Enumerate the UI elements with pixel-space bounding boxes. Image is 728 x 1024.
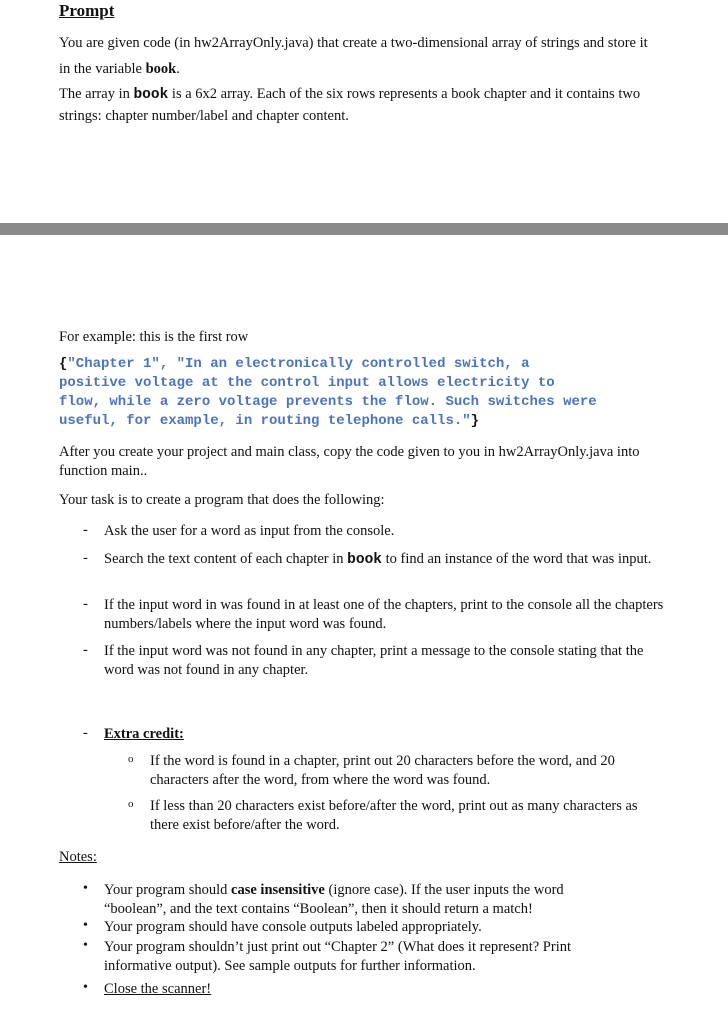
circle-marker: o xyxy=(128,753,134,765)
extra-credit-label: Extra credit: xyxy=(104,726,184,742)
dash-marker: - xyxy=(83,725,88,741)
task-item: If the input word in was found in at least one of the chapters, print to the console all the chapters numbers/labels where the input word was found. xyxy=(104,597,664,632)
dash-marker: - xyxy=(83,550,88,566)
book-variable: book xyxy=(145,61,177,77)
extra-item: If the word is found in a chapter, print out 20 characters before the word, and 20 characters after the word, from where the word was found. xyxy=(150,753,615,788)
bullet-marker: • xyxy=(83,938,88,953)
note-item: Your program should case insensitive (ignore case). If the user inputs the word “boolean”, and the text contains “Boolean”, then it should return a match! xyxy=(104,882,564,917)
bullet-marker: • xyxy=(83,881,88,896)
dash-marker: - xyxy=(83,642,88,658)
intro-paragraph-1: You are given code (in hw2ArrayOnly.java) that create a two-dimensional array of strings and store it in the variable book. xyxy=(59,35,648,77)
extra-item: If less than 20 characters exist before/after the word, print out as many characters as there exist before/after the word. xyxy=(150,798,638,833)
code-example: {"Chapter 1", "In an electronically controlled switch, a positive voltage at the control input allows electricity to flow, while a zero voltage prevents the flow. Such switches were useful, for example, in routing telephone calls."} xyxy=(59,356,597,429)
note-item: Close the scanner! xyxy=(104,981,212,997)
notes-label: Notes: xyxy=(59,849,97,865)
task-item: Search the text content of each chapter in book to find an instance of the word that was input. xyxy=(104,551,652,568)
task-lead: Your task is to create a program that does the following: xyxy=(59,492,385,508)
task-item: If the input word was not found in any chapter, print a message to the console stating that the word was not found in any chapter. xyxy=(104,643,644,678)
dash-marker: - xyxy=(83,522,88,538)
intro-paragraph-2: The array in book is a 6x2 array. Each of the six rows represents a book chapter and it contains two strings: chapter number/label and chapter content. xyxy=(59,86,641,124)
page-title: Prompt xyxy=(59,1,115,20)
example-lead: For example: this is the first row xyxy=(59,329,249,345)
circle-marker: o xyxy=(128,798,134,810)
bullet-marker: • xyxy=(83,918,88,933)
book-code: book xyxy=(133,87,169,103)
note-item: Your program should have console outputs labeled appropriately. xyxy=(104,919,482,935)
note-item: Your program shouldn’t just print out “Chapter 2” (What does it represent? Print informative output). See sample outputs for further information. xyxy=(104,939,572,974)
section-divider xyxy=(0,223,728,235)
dash-marker: - xyxy=(83,596,88,612)
bullet-marker: • xyxy=(83,980,88,995)
task-item: Ask the user for a word as input from the console. xyxy=(104,523,395,539)
after-paragraph: After you create your project and main class, copy the code given to you in hw2ArrayOnly.java into function main.. xyxy=(59,444,640,479)
